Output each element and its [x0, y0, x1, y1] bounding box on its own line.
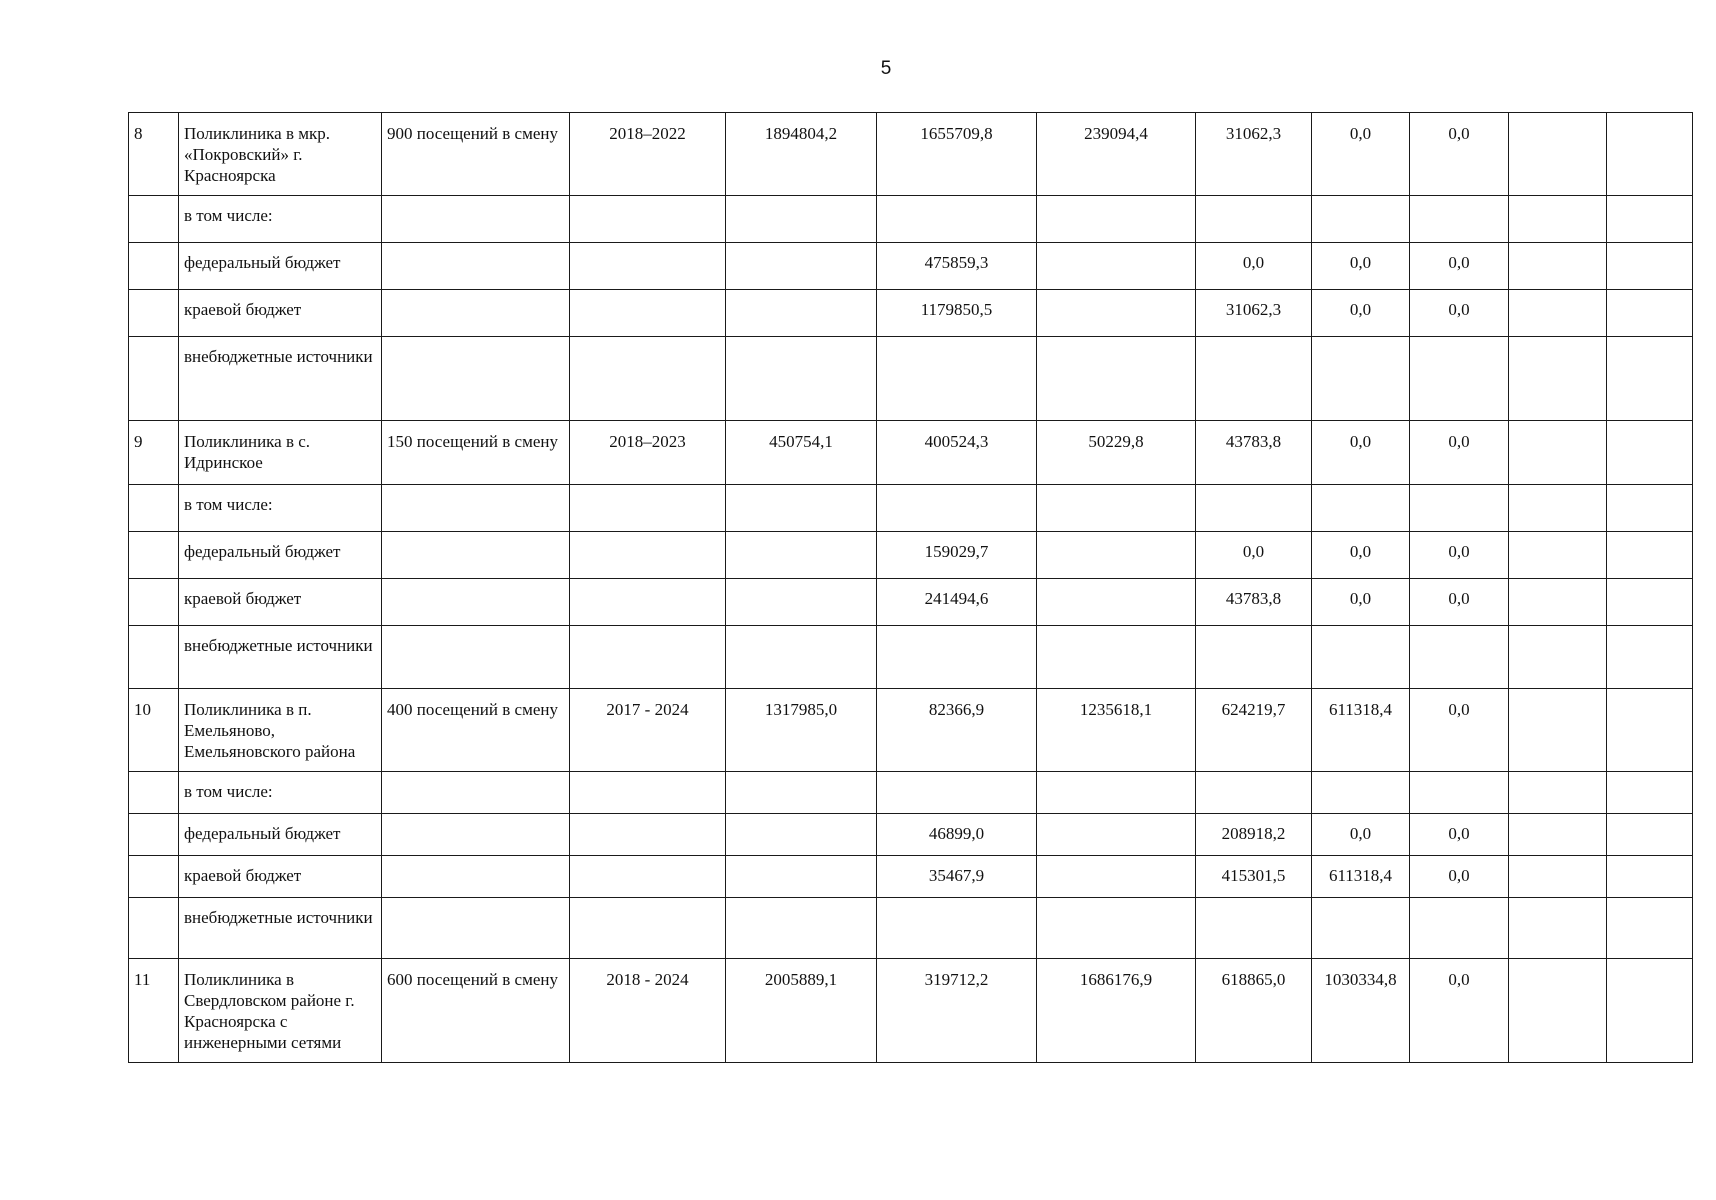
period-cell: [570, 898, 726, 959]
financed-cell: 475859,3: [877, 243, 1037, 290]
year-value-2-cell: 611318,4: [1312, 689, 1410, 772]
financed-cell: 400524,3: [877, 421, 1037, 485]
funding-source-row: [129, 290, 1693, 337]
year-value-3-cell: 0,0: [1410, 814, 1509, 856]
year-value-1-cell: [1196, 337, 1312, 421]
empty-column-cell: [1509, 898, 1607, 959]
object-name-cell: Поликлиника в мкр. «Покровский» г. Красноярска: [179, 113, 382, 196]
year-value-1-cell: [1196, 485, 1312, 532]
object-name-cell: в том числе:: [179, 772, 382, 814]
empty-column-cell: [1607, 113, 1693, 196]
year-value-2-cell: 0,0: [1312, 532, 1410, 579]
period-cell: [570, 243, 726, 290]
funding-source-row: [129, 485, 1693, 532]
funding-source-row: [129, 337, 1693, 421]
remaining-cell: [1037, 626, 1196, 689]
total-cost-cell: [726, 337, 877, 421]
year-value-3-cell: 0,0: [1410, 856, 1509, 898]
period-cell: [570, 772, 726, 814]
empty-column-cell: [1509, 689, 1607, 772]
total-cost-cell: [726, 772, 877, 814]
remaining-cell: [1037, 485, 1196, 532]
year-value-3-cell: [1410, 337, 1509, 421]
period-cell: [570, 579, 726, 626]
total-cost-cell: [726, 626, 877, 689]
financed-cell: [877, 898, 1037, 959]
year-value-1-cell: 618865,0: [1196, 959, 1312, 1063]
financed-cell: [877, 772, 1037, 814]
capacity-cell: [382, 579, 570, 626]
funding-source-row: [129, 772, 1693, 814]
row-number-cell: [129, 485, 179, 532]
row-number-cell: [129, 196, 179, 243]
funding-source-row: [129, 814, 1693, 856]
year-value-1-cell: 624219,7: [1196, 689, 1312, 772]
empty-column-cell: [1607, 290, 1693, 337]
empty-column-cell: [1509, 814, 1607, 856]
year-value-2-cell: [1312, 772, 1410, 814]
funding-source-row: [129, 532, 1693, 579]
empty-column-cell: [1607, 485, 1693, 532]
empty-column-cell: [1509, 772, 1607, 814]
object-name-cell: федеральный бюджет: [179, 814, 382, 856]
period-cell: [570, 196, 726, 243]
table-body: [129, 113, 1693, 1063]
page-number: 5: [880, 58, 892, 79]
total-cost-cell: 1317985,0: [726, 689, 877, 772]
object-name-cell: федеральный бюджет: [179, 243, 382, 290]
empty-column-cell: [1509, 532, 1607, 579]
total-cost-cell: [726, 856, 877, 898]
year-value-1-cell: [1196, 626, 1312, 689]
empty-column-cell: [1607, 856, 1693, 898]
row-number-cell: [129, 532, 179, 579]
total-cost-cell: [726, 898, 877, 959]
total-cost-cell: [726, 290, 877, 337]
financed-cell: 241494,6: [877, 579, 1037, 626]
empty-column-cell: [1607, 579, 1693, 626]
financed-cell: 82366,9: [877, 689, 1037, 772]
remaining-cell: [1037, 898, 1196, 959]
empty-column-cell: [1509, 113, 1607, 196]
capacity-cell: [382, 814, 570, 856]
funding-source-row: [129, 626, 1693, 689]
object-row: [129, 959, 1693, 1063]
financed-cell: 35467,9: [877, 856, 1037, 898]
empty-column-cell: [1607, 898, 1693, 959]
remaining-cell: 1686176,9: [1037, 959, 1196, 1063]
funding-source-row: [129, 856, 1693, 898]
empty-column-cell: [1509, 290, 1607, 337]
total-cost-cell: [726, 814, 877, 856]
empty-column-cell: [1607, 959, 1693, 1063]
year-value-2-cell: 0,0: [1312, 243, 1410, 290]
capacity-cell: [382, 626, 570, 689]
empty-column-cell: [1607, 626, 1693, 689]
object-name-cell: внебюджетные источники: [179, 337, 382, 421]
object-name-cell: внебюджетные источники: [179, 898, 382, 959]
object-name-cell: Поликлиника в с. Идринское: [179, 421, 382, 485]
year-value-1-cell: 31062,3: [1196, 290, 1312, 337]
empty-column-cell: [1607, 243, 1693, 290]
year-value-1-cell: [1196, 772, 1312, 814]
total-cost-cell: 450754,1: [726, 421, 877, 485]
remaining-cell: [1037, 532, 1196, 579]
year-value-1-cell: 0,0: [1196, 532, 1312, 579]
capacity-cell: [382, 856, 570, 898]
period-cell: 2017 - 2024: [570, 689, 726, 772]
object-name-cell: федеральный бюджет: [179, 532, 382, 579]
empty-column-cell: [1607, 337, 1693, 421]
remaining-cell: [1037, 243, 1196, 290]
remaining-cell: [1037, 579, 1196, 626]
empty-column-cell: [1607, 689, 1693, 772]
year-value-2-cell: [1312, 337, 1410, 421]
year-value-1-cell: [1196, 196, 1312, 243]
object-row: [129, 689, 1693, 772]
remaining-cell: [1037, 856, 1196, 898]
row-number-cell: [129, 856, 179, 898]
empty-column-cell: [1509, 485, 1607, 532]
capacity-cell: [382, 898, 570, 959]
period-cell: 2018 - 2024: [570, 959, 726, 1063]
year-value-1-cell: 31062,3: [1196, 113, 1312, 196]
total-cost-cell: [726, 196, 877, 243]
year-value-2-cell: 0,0: [1312, 290, 1410, 337]
object-name-cell: краевой бюджет: [179, 856, 382, 898]
total-cost-cell: [726, 243, 877, 290]
financed-cell: 46899,0: [877, 814, 1037, 856]
object-name-cell: в том числе:: [179, 196, 382, 243]
financed-cell: 1655709,8: [877, 113, 1037, 196]
empty-column-cell: [1509, 626, 1607, 689]
object-name-cell: Поликлиника в Свердловском районе г. Красноярска с инженерными сетями: [179, 959, 382, 1063]
year-value-2-cell: [1312, 898, 1410, 959]
capacity-cell: [382, 196, 570, 243]
financed-cell: [877, 196, 1037, 243]
total-cost-cell: [726, 532, 877, 579]
row-number-cell: [129, 243, 179, 290]
year-value-1-cell: [1196, 898, 1312, 959]
remaining-cell: [1037, 290, 1196, 337]
row-number-cell: [129, 290, 179, 337]
object-row: [129, 421, 1693, 485]
year-value-3-cell: 0,0: [1410, 421, 1509, 485]
year-value-3-cell: [1410, 898, 1509, 959]
total-cost-cell: 2005889,1: [726, 959, 877, 1063]
empty-column-cell: [1509, 959, 1607, 1063]
total-cost-cell: 1894804,2: [726, 113, 877, 196]
empty-column-cell: [1607, 196, 1693, 243]
period-cell: [570, 337, 726, 421]
capacity-cell: [382, 290, 570, 337]
row-number-cell: [129, 898, 179, 959]
empty-column-cell: [1607, 814, 1693, 856]
period-cell: [570, 532, 726, 579]
year-value-2-cell: [1312, 626, 1410, 689]
total-cost-cell: [726, 485, 877, 532]
capacity-cell: [382, 243, 570, 290]
row-number-cell: [129, 626, 179, 689]
year-value-2-cell: 0,0: [1312, 579, 1410, 626]
period-cell: [570, 290, 726, 337]
year-value-2-cell: 611318,4: [1312, 856, 1410, 898]
year-value-3-cell: [1410, 772, 1509, 814]
empty-column-cell: [1607, 421, 1693, 485]
capacity-cell: 400 посещений в смену: [382, 689, 570, 772]
row-number-cell: [129, 814, 179, 856]
financed-cell: [877, 485, 1037, 532]
object-row: [129, 113, 1693, 196]
capacity-cell: 150 посещений в смену: [382, 421, 570, 485]
year-value-3-cell: 0,0: [1410, 532, 1509, 579]
period-cell: [570, 626, 726, 689]
capacity-cell: [382, 485, 570, 532]
year-value-3-cell: 0,0: [1410, 689, 1509, 772]
period-cell: [570, 485, 726, 532]
financed-cell: [877, 337, 1037, 421]
funding-source-row: [129, 196, 1693, 243]
remaining-cell: [1037, 772, 1196, 814]
empty-column-cell: [1509, 856, 1607, 898]
row-number-cell: [129, 337, 179, 421]
financed-cell: [877, 626, 1037, 689]
capacity-cell: [382, 532, 570, 579]
remaining-cell: 50229,8: [1037, 421, 1196, 485]
year-value-1-cell: 208918,2: [1196, 814, 1312, 856]
year-value-2-cell: 1030334,8: [1312, 959, 1410, 1063]
year-value-3-cell: 0,0: [1410, 113, 1509, 196]
remaining-cell: 239094,4: [1037, 113, 1196, 196]
year-value-2-cell: [1312, 196, 1410, 243]
empty-column-cell: [1509, 243, 1607, 290]
row-number-cell: [129, 579, 179, 626]
empty-column-cell: [1509, 337, 1607, 421]
funding-source-row: [129, 898, 1693, 959]
row-number-cell: 8: [129, 113, 179, 196]
empty-column-cell: [1509, 421, 1607, 485]
period-cell: [570, 856, 726, 898]
capacity-cell: 900 посещений в смену: [382, 113, 570, 196]
year-value-1-cell: 43783,8: [1196, 421, 1312, 485]
financed-cell: 1179850,5: [877, 290, 1037, 337]
period-cell: [570, 814, 726, 856]
year-value-3-cell: 0,0: [1410, 579, 1509, 626]
budget-table: [128, 112, 1693, 1063]
object-name-cell: краевой бюджет: [179, 579, 382, 626]
year-value-2-cell: 0,0: [1312, 421, 1410, 485]
row-number-cell: 11: [129, 959, 179, 1063]
row-number-cell: 10: [129, 689, 179, 772]
year-value-1-cell: 43783,8: [1196, 579, 1312, 626]
year-value-2-cell: 0,0: [1312, 113, 1410, 196]
object-name-cell: Поликлиника в п. Емельяново, Емельяновского района: [179, 689, 382, 772]
empty-column-cell: [1607, 532, 1693, 579]
object-name-cell: в том числе:: [179, 485, 382, 532]
object-name-cell: внебюджетные источники: [179, 626, 382, 689]
financed-cell: 319712,2: [877, 959, 1037, 1063]
row-number-cell: [129, 772, 179, 814]
financed-cell: 159029,7: [877, 532, 1037, 579]
empty-column-cell: [1509, 196, 1607, 243]
remaining-cell: [1037, 196, 1196, 243]
funding-source-row: [129, 579, 1693, 626]
year-value-3-cell: 0,0: [1410, 290, 1509, 337]
object-name-cell: краевой бюджет: [179, 290, 382, 337]
period-cell: 2018–2023: [570, 421, 726, 485]
year-value-2-cell: [1312, 485, 1410, 532]
remaining-cell: 1235618,1: [1037, 689, 1196, 772]
year-value-3-cell: 0,0: [1410, 243, 1509, 290]
remaining-cell: [1037, 337, 1196, 421]
year-value-2-cell: 0,0: [1312, 814, 1410, 856]
year-value-3-cell: 0,0: [1410, 959, 1509, 1063]
capacity-cell: [382, 772, 570, 814]
row-number-cell: 9: [129, 421, 179, 485]
empty-column-cell: [1509, 579, 1607, 626]
year-value-1-cell: 0,0: [1196, 243, 1312, 290]
remaining-cell: [1037, 814, 1196, 856]
funding-source-row: [129, 243, 1693, 290]
year-value-3-cell: [1410, 485, 1509, 532]
capacity-cell: 600 посещений в смену: [382, 959, 570, 1063]
total-cost-cell: [726, 579, 877, 626]
year-value-3-cell: [1410, 626, 1509, 689]
period-cell: 2018–2022: [570, 113, 726, 196]
year-value-1-cell: 415301,5: [1196, 856, 1312, 898]
capacity-cell: [382, 337, 570, 421]
empty-column-cell: [1607, 772, 1693, 814]
year-value-3-cell: [1410, 196, 1509, 243]
